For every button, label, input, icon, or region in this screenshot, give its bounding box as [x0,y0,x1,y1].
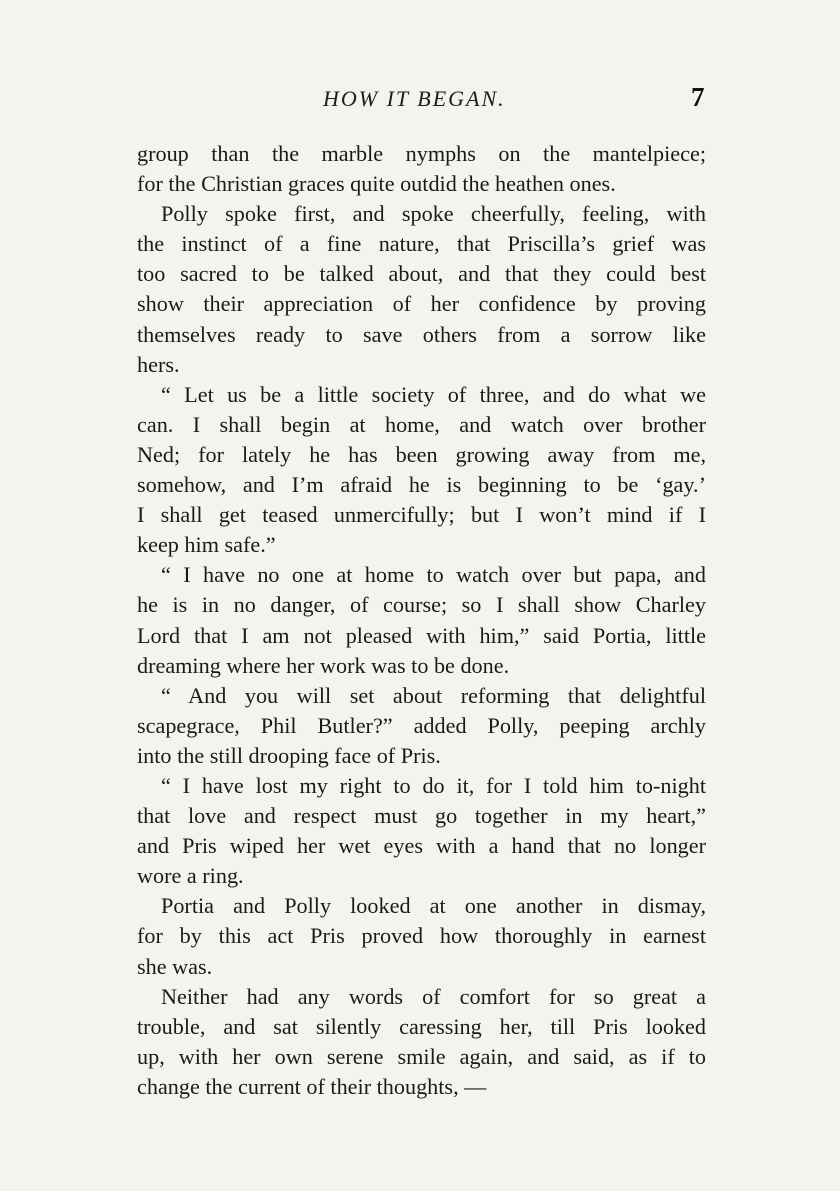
paragraph [137,139,706,199]
running-head [0,82,840,120]
text-line: wore a ring. [137,863,244,889]
text-line: dreaming where her work was to be done. [137,652,510,678]
text-line: show their appreciation of her confidence by proving [137,291,706,317]
text-line: can. I shall begin at home, and watch over brother [137,411,706,437]
text-line: for the Christian graces quite outdid the heathen ones. [137,171,616,197]
text-line: too sacred to be talked about, and that they could best [137,261,706,287]
text-line: and Pris wiped her wet eyes with a hand that no longer [137,833,706,859]
text-line: Portia and Polly looked at one another in dismay, [161,893,706,919]
text-line: he is in no danger, of course; so I shall show Charley [137,592,706,618]
text-line: up, with her own serene smile again, and said, as if to [137,1043,706,1069]
paragraph [137,560,706,680]
text-line: trouble, and sat silently caressing her, till Pris looked [137,1013,706,1039]
text-line: “ And you will set about reforming that delightful [161,682,706,708]
page-number: 7 [691,82,705,112]
paragraph [137,681,706,771]
text-line: “ I have no one at home to watch over but papa, and [161,562,706,588]
text-line: change the current of their thoughts, — [137,1073,487,1099]
paragraph [137,199,706,380]
text-line: for by this act Pris proved how thoroughly in earnest [137,923,706,949]
text-line: that love and respect must go together in my heart,” [137,803,706,829]
paragraph [137,982,706,1102]
text-line: themselves ready to save others from a sorrow like [137,321,706,347]
paragraph [137,380,706,561]
text-line: group than the marble nymphs on the mantelpiece; [137,141,706,166]
text-line: “ I have lost my right to do it, for I told him to-night [161,772,706,798]
text-line: keep him safe.” [137,532,276,558]
text-line: somehow, and I’m afraid he is beginning to be ‘gay.’ [137,472,706,498]
text-line: scapegrace, Phil Butler?” added Polly, peeping archly [137,712,706,738]
text-line: Ned; for lately he has been growing away from me, [137,441,706,467]
text-line: I shall get teased unmercifully; but I won’t mind if I [137,502,706,528]
paragraph [137,891,706,981]
text-line: Neither had any words of comfort for so great a [161,983,706,1009]
text-line: the instinct of a fine nature, that Priscilla’s grief was [137,231,706,257]
text-line: hers. [137,351,180,377]
chapter-title: HOW IT BEGAN. [323,86,506,111]
text-line: Lord that I am not pleased with him,” said Portia, little [137,622,706,648]
text-line: Polly spoke first, and spoke cheerfully, feeling, with [161,201,706,227]
text-line: “ Let us be a little society of three, and do what we [161,381,706,407]
paragraph [137,771,706,891]
text-line: she was. [137,953,213,979]
text-line: into the still drooping face of Pris. [137,742,441,768]
body-text [137,139,706,1102]
